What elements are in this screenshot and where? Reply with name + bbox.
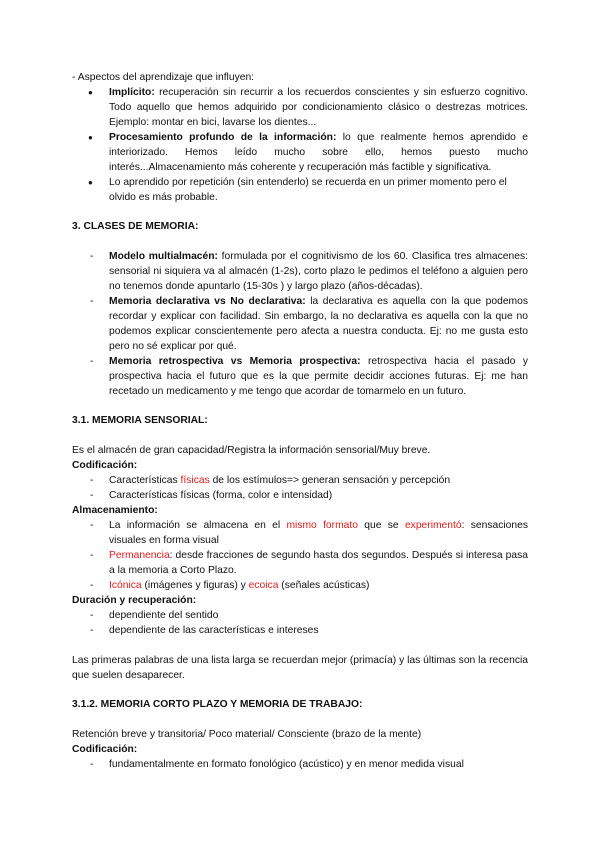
subheading: Codificación: <box>72 744 138 755</box>
codificacion-list <box>72 473 528 503</box>
subheading: Duración y recuperación: <box>72 595 197 606</box>
section-heading: 3. CLASES DE MEMORIA: <box>72 221 199 232</box>
list-item: - La información se almacena en el mismo formato que se experimentó: sensaciones visuales en forma visual <box>72 518 528 548</box>
list-item: ● Procesamiento profundo de la información: lo que realmente hemos aprendido e interiorizado. Hemos leído mucho sobre ello, hemos puesto mucho interés...Almacenamiento más coherente y recuperación más factible y significativa. <box>72 130 528 175</box>
list-item: - Memoria retrospectiva vs Memoria prospectiva: retrospectiva hacia el pasado y prospectiva hacia el futuro que es la que permite decidir acciones futuras. Ej: me han recetado un medicamento y me tengo que acordar de tomarmelo en un futuro. <box>72 354 528 399</box>
term: Implícito: <box>109 87 155 98</box>
term: Memoria retrospectiva vs Memoria prospectiva: <box>109 356 361 367</box>
list-item: - Modelo multialmacén: formulada por el cognitivismo de los 60. Clasifica tres almacenes: sensorial ni siquiera va al almacén (1-2s), corto plazo le pedimos el teléfono a alguien pero no tenemos donde apuntarlo (15-30s ) y largo plazo (años-décadas). <box>72 249 528 294</box>
memory-types-list <box>72 249 528 399</box>
subheading: Codificación: <box>72 460 138 471</box>
paragraph: Retención breve y transitoria/ Poco material/ Consciente (brazo de la mente) <box>72 729 422 740</box>
document-page <box>72 70 528 772</box>
list-item: - Características físicas (forma, color e intensidad) <box>72 488 528 503</box>
codificacion-list <box>72 757 528 772</box>
list-item: - dependiente de las características e intereses <box>72 623 528 638</box>
list-item: - Memoria declarativa vs No declarativa: la declarativa es aquella con la que podemos recordar y explicar con facilidad. Sin embargo, la no declarativa es aquella con la que no podemos explicar conscientemente pero afecta a nuestra conducta. Ej: no me gusta esto pero no sé explicar por qué. <box>72 294 528 354</box>
list-item: ● Lo aprendido por repetición (sin entenderlo) se recuerda en un primer momento pero el olvido es más probable. <box>72 175 528 205</box>
almacenamiento-list <box>72 518 528 593</box>
list-item: - Icónica (imágenes y figuras) y ecoica (señales acústicas) <box>72 578 528 593</box>
list-item: - Características físicas de los estímulos=> generan sensación y percepción <box>72 473 528 488</box>
list-item: - fundamentalmente en formato fonológico (acústico) y en menor medida visual <box>72 757 528 772</box>
term: Modelo multialmacén: <box>109 251 218 262</box>
term: Memoria declarativa vs No declarativa: <box>109 296 306 307</box>
intro-line: - Aspectos del aprendizaje que influyen: <box>72 72 255 83</box>
section-heading: 3.1. MEMORIA SENSORIAL: <box>72 415 208 426</box>
section-heading: 3.1.2. MEMORIA CORTO PLAZO Y MEMORIA DE TRABAJO: <box>72 699 363 710</box>
paragraph: Las primeras palabras de una lista larga se recuerdan mejor (primacía) y las últimas son la recencia que suelen desaparecer. <box>72 655 528 681</box>
subheading: Almacenamiento: <box>72 505 158 516</box>
list-item: ● Implícito: recuperación sin recurrir a los recuerdos conscientes y sin esfuerzo cognitivo. Todo aquello que hemos adquirido por condicionamiento clásico o destrezas motrices. Ejemplo: montar en bici, lavarse los dientes... <box>72 85 528 130</box>
term: Procesamiento profundo de la información: <box>109 132 337 143</box>
aspects-bullet-list <box>72 85 528 205</box>
list-item: - dependiente del sentido <box>72 608 528 623</box>
list-item: - Permanencia: desde fracciones de segundo hasta dos segundos. Después si interesa pasa a la memoria a Corto Plazo. <box>72 548 528 578</box>
duracion-list <box>72 608 528 638</box>
paragraph: Es el almacén de gran capacidad/Registra la información sensorial/Muy breve. <box>72 445 431 456</box>
